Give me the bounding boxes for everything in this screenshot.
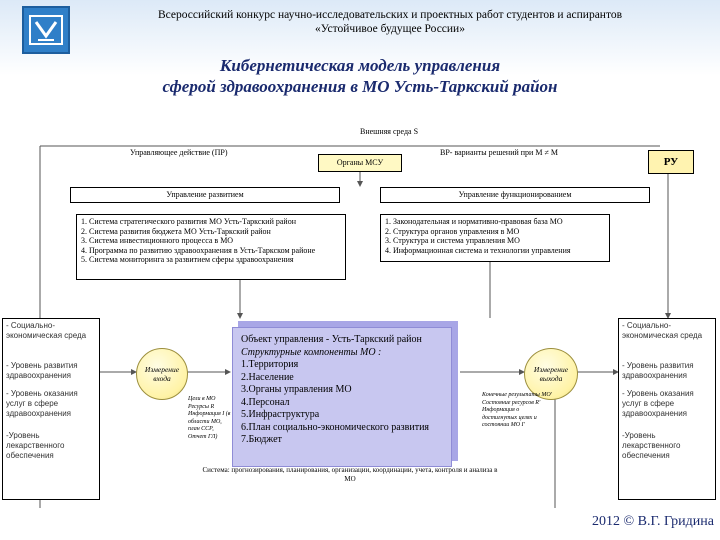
object-of-management [232,327,452,467]
header-line2: «Устойчивое будущее России» [315,23,465,35]
object-title: Объект управления - Усть-Таркский район [241,334,422,345]
list-item: 2. Система развития бюджета МО Усть-Таркский район [81,226,271,236]
left-item: - Социально-экономическая среда [6,321,87,340]
output-state-box [618,318,716,500]
object-item: 1.Территория [241,359,299,370]
measure-input-ellipse: Измерение входа [136,348,188,400]
object-item: 6.План социально-экономического развития [241,421,430,433]
list-item: 1. Законодательная и нормативно-правовая база МО [385,217,563,226]
list-item: 3. Система инвестиционного процесса в МО [81,236,234,245]
header-line1: Всероссийский конкурс научно-исследовательских и проектных работ студентов и аспирантов [157,9,623,21]
measure-output-ellipse: Измерение выхода [524,348,578,400]
functioning-management-box: Управление функционированием [380,187,650,203]
list-item: 2. Структура органов управления в МО [385,226,520,236]
goals-input-note: Цели в МО Ресурсы R Информация I (в области МО, план ССР, Отчет ГЛ) [188,396,231,440]
object-subtitle: Структурные компоненты МО : [241,346,382,358]
development-list [76,214,346,280]
object-item: 4.Персонал [241,396,290,408]
decision-variants-label: ВР- варианты решений при M ≠ M [440,148,558,157]
ru-box: РУ [648,150,694,174]
right-item: - Уровень оказания услуг в сфере здравоохранения [622,389,694,418]
right-item: -Уровень лекарственного обеспечения [622,431,681,460]
object-item: 5.Инфраструктура [241,409,320,420]
external-env-label: Внешняя среда S [360,127,419,136]
list-item: 5. Система мониторинга за развитием сферы здравоохранения [81,255,294,264]
goals-output-note: Конечные результаты МО' Состояние ресурсов R' Информация о достигнутых целях и состоянии МО I' [482,392,552,428]
left-item: -Уровень лекарственного обеспечения [6,431,65,460]
object-item: 7.Бюджет [241,434,282,445]
functions-note: Система: прогнозирования, планирования, организации, координации, учета, контроля и анализа в МО [202,466,498,483]
right-item: - Уровень развития здравоохранения [622,361,694,380]
right-item: - Социально-экономическая среда [622,321,703,340]
control-action-label: Управляющее действие (ПР) [130,148,228,157]
title-line2: сферой здравоохранения в МО Усть-Таркский район [162,77,558,96]
title-line1: Кибернетическая модель управления [219,56,501,75]
development-management-box: Управление развитием [70,187,340,203]
list-item: 1. Система стратегического развития МО Усть-Таркский район [81,217,296,226]
left-item: - Уровень развития здравоохранения [6,361,78,380]
author-footer: 2012 © В.Г. Гридина [591,514,714,529]
object-item: 2.Население [241,371,294,383]
msu-box: Органы МСУ [318,154,402,172]
left-item: - Уровень оказания услуг в сфере здравоохранения [6,389,78,418]
object-item: 3.Органы управления МО [241,384,352,395]
list-item: 4. Программа по развитию здравоохранения в Усть-Таркском районе [81,245,316,255]
list-item: 3. Структура и система управления МО [385,236,520,245]
list-item: 4. Информационная система и технологии управления [385,245,571,255]
functioning-list [380,214,610,262]
input-state-box [2,318,100,500]
